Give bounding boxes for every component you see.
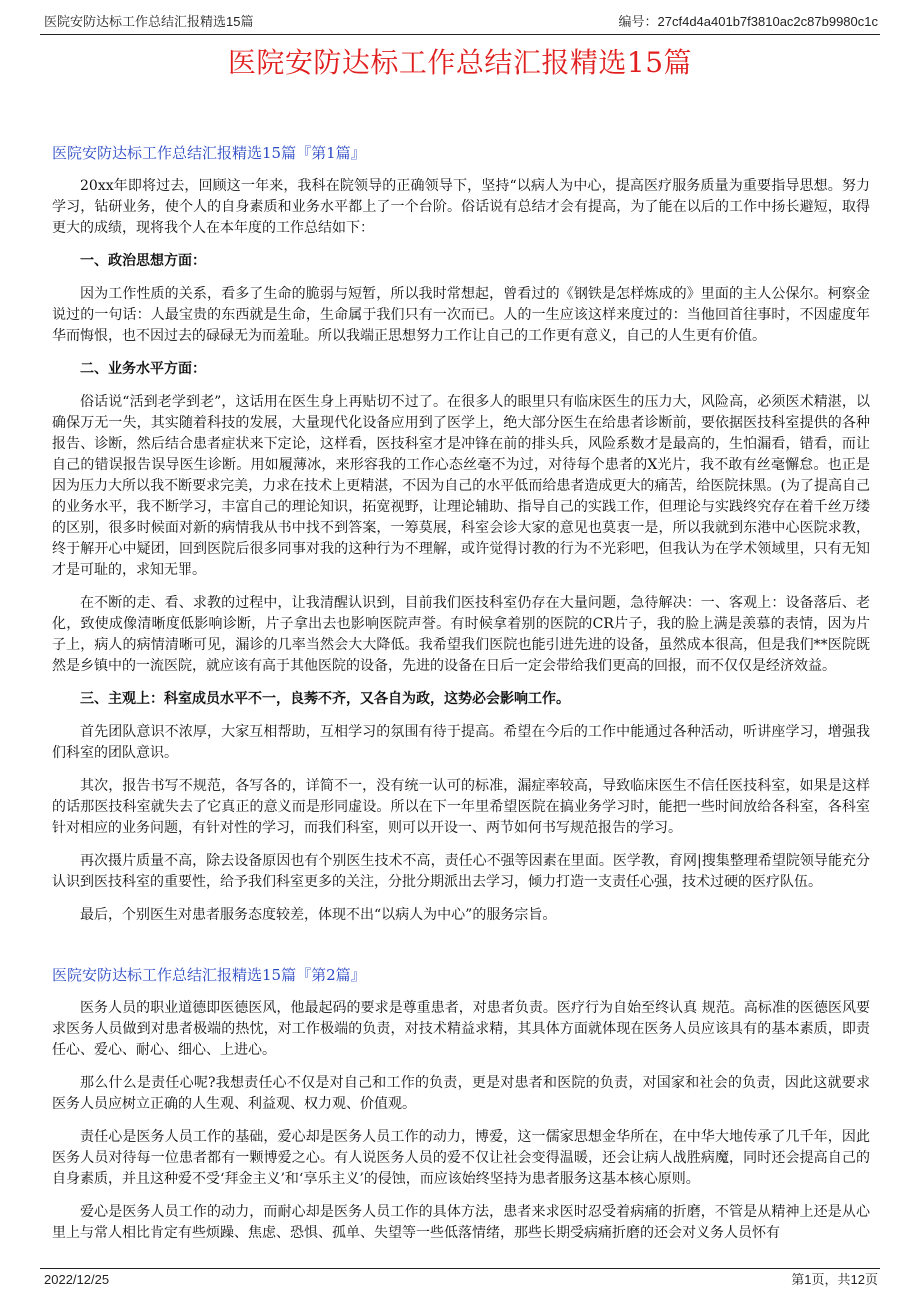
section-subheading: 二、业务水平方面：: [80, 361, 206, 377]
paragraph: 责任心是医务人员工作的基础，爱心却是医务人员工作的动力，博爱，这一儒家思想金华所在，在中华大地传承了几千年，因此医务人员对待每一位患者都有一颗博爱之心。有人说医务人员的爱不仅让社会变得温暖，还会让病人战胜病魔，同时还会提高自己的自身素质，并且这种爱不受‘拜金主义’和‘享乐主义’的侵蚀，而应该始终坚持为患者服务这基本核心原则。: [52, 1129, 870, 1187]
document-title: 医院安防达标工作总结汇报精选15篇: [227, 46, 693, 79]
header-doc-id: 编号：27cf4d4a401b7f3810ac2c87b9980c1c: [618, 14, 878, 29]
paragraph: 首先团队意识不浓厚，大家互相帮助，互相学习的氛围有待于提高。希望在今后的工作中能通过各种活动，听讲座学习，增强我们科室的团队意识。: [52, 724, 870, 761]
section-title: 医院安防达标工作总结汇报精选15篇『第1篇』: [52, 144, 366, 162]
section-title: 医院安防达标工作总结汇报精选15篇『第2篇』: [52, 966, 366, 984]
document-body: [52, 142, 870, 1256]
paragraph: 其次，报告书写不规范，各写各的，详简不一，没有统一认可的标准，漏症率较高，导致临床医生不信任医技科室，如果是这样的话那医技科室就失去了它真正的意义而是形同虚设。所以在下一年里希望医院在搞业务学习时，能把一些时间放给各科室，各科室针对相应的业务问题，有针对性的学习，而我们科室，则可以开设一、两节如何书写规范报告的学习。: [52, 778, 870, 836]
paragraph: 20xx年即将过去，回顾这一年来，我科在院领导的正确领导下，坚持“以病人为中心，提高医疗服务质量为重要指导思想。努力学习，钻研业务，使个人的自身素质和业务水平都上了一个台阶。俗话说有总结才会有提高，为了能在以后的工作中扬长避短，取得更大的成绩，现将我个人在本年度的工作总结如下：: [52, 178, 870, 236]
paragraph: 爱心是医务人员工作的动力，而耐心却是医务人员工作的具体方法，患者来求医时忍受着病痛的折磨，不管是从精神上还是从心里上与常人相比肯定有些烦躁、焦虑、恐惧、孤单、失望等一些低落情绪，那些长期受病痛折磨的还会对义务人员怀有: [52, 1204, 870, 1241]
section-subheading: 三、主观上：科室成员水平不一，良莠不齐，又各自为政，这势必会影响工作。: [80, 691, 570, 707]
section-subheading: 一、政治思想方面：: [80, 253, 206, 269]
section-spacer: [52, 938, 870, 964]
paragraph: 最后，个别医生对患者服务态度较差，体现不出“以病人为中心”的服务宗旨。: [80, 907, 557, 923]
paragraph: 那么什么是责任心呢?我想责任心不仅是对自己和工作的负责，更是对患者和医院的负责，对国家和社会的负责，因此这就要求医务人员应树立正确的人生观、利益观、权力观、价值观。: [52, 1075, 870, 1112]
paragraph: 医务人员的职业道德即医德医风，他最起码的要求是尊重患者，对患者负责。医疗行为自始至终认真 规范。高标准的医德医风要求医务人员做到对患者极端的热忱，对工作极端的负责，对技术精益求精，其具体方面就体现在医务人员应该具有的基本素质，即责任心、爱心、耐心、细心、上进心。: [52, 1000, 870, 1058]
paragraph: 俗话说“活到老学到老”，这话用在医生身上再贴切不过了。在很多人的眼里只有临床医生的压力大，风险高，必须医术精湛，以确保万无一失，其实随着科技的发展，大量现代化设备应用到了医学上，绝大部分医生在给患者诊断前，要依据医技科室提供的各种报告、诊断，然后结合患者症状来下定论，这样看，医技科室才是冲锋在前的排头兵，风险系数才是最高的，生怕漏看，错看，而让自己的错误报告误导医生诊断。用如履薄冰，来形容我的工作心态丝毫不为过，对待每个患者的X光片，我不敢有丝毫懈怠。也正是因为压力大所以我不断要求完美，力求在技术上更精湛，不因为自己的水平低而给患者造成更大的痛苦，给医院抹黑。(为了提高自己的业务水平，我不断学习，丰富自己的理论知识，拓宽视野，让理论辅助、指导自己的实践工作，但理论与实践终究存在着千丝万缕的区别，很多时候面对新的病情我从书中找不到答案，一筹莫展，科室会诊大家的意见也莫衷一是，所以我就到东港中心医院求教，终于解开心中疑团，回到医院后很多同事对我的这种行为不理解，或许觉得讨教的行为不光彩吧，但我认为在学术领域里，只有无知才是可耻的，求知无罪。: [52, 394, 870, 578]
footer-page-number: 第1页，共12页: [791, 1272, 878, 1287]
paragraph: 在不断的走、看、求教的过程中，让我清醒认识到，目前我们医技科室仍存在大量问题，急待解决：一、客观上：设备落后、老化，致使成像清晰度低影响诊断，片子拿出去也影响医院声誉。有时候拿着别的医院的CR片子，我的脸上满是羡慕的表情，因为片子上，病人的病情清晰可见，漏诊的几率当然会大大降低。我希望我们医院也能引进先进的设备，虽然成本很高，但是我们**医院既然是乡镇中的一流医院，就应该有高于其他医院的设备，先进的设备在日后一定会带给我们更高的回报，而不仅仅是经济效益。: [52, 595, 870, 674]
paragraph: 再次摄片质量不高，除去设备原因也有个别医生技术不高，责任心不强等因素在里面。医学教，育网|搜集整理希望院领导能充分认识到医技科室的重要性，给予我们科室更多的关注，分批分期派出去学习，倾力打造一支责任心强，技术过硬的医疗队伍。: [52, 853, 870, 890]
paragraph: 因为工作性质的关系，看多了生命的脆弱与短暂，所以我时常想起，曾看过的《钢铁是怎样炼成的》里面的主人公保尔。柯察金说过的一句话：人最宝贵的东西就是生命，生命属于我们只有一次而已。人的一生应该这样来度过的：当他回首往事时，不因虚度年华而悔恨，也不因过去的碌碌无为而羞耻。所以我端正思想努力工作让自己的工作更有意义，自己的人生更有价值。: [52, 286, 870, 344]
page-footer: [40, 1268, 880, 1291]
footer-date: 2022/12/25: [44, 1272, 110, 1287]
page-header: [40, 12, 880, 35]
header-doc-title: 医院安防达标工作总结汇报精选15篇: [44, 14, 254, 29]
